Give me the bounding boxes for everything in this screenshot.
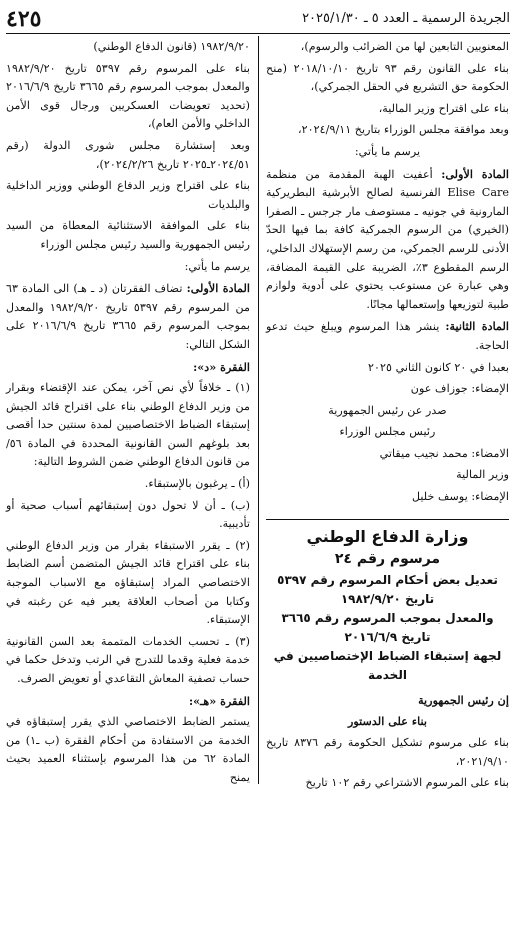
right-column: [266, 38, 509, 796]
decree-title-line: تاريخ ١٩٨٢/٩/٢٠: [340, 591, 435, 606]
clause: (٢) ـ يقرر الاستبقاء بقرار من وزير الدفاع الوطني بناء على اقتراح قائد الجيش المتضمن أسم الضابط الاختصاصي المراد إستبقاؤه مع الاسباب الموجبة وكتابا من أصحاب العلاقة يعبر فيه عن رغبته في الإستبقاء.: [6, 538, 250, 627]
signature-role: رئيس مجلس الوزراء: [339, 425, 436, 439]
article-text: أعفيت الهبة المقدمة من منظمة Elise Care الفرنسية لصالح الأبرشية البطريركية المارونية في جونيه ـ مستوصف مار جرجس ـ الصفرا (الخيري) من الرسوم الجمركية كافة بما فيها الحدّ الأدنى للرسم الجمركي، من رسم الإستهلاك الداخلي، الرسم المقطوع ٣٪، الضريبة على القيمة المضافة، وهي عبارة عن مستوعب يحتوي على أدوية ولوازم طبية لتوزيعها وإستعمالها مجانًا.: [266, 167, 509, 311]
signature-role: وزير المالية: [456, 468, 509, 482]
clause: يستمر الضابط الاختصاصي الذي يقرر إستبقاؤه في الخدمة من الاستفادة من أحكام الفقرة (ب ـ١) من المادة ٦٢ من هذا المرسوم بإستثناء العميد بحيث يمنح: [6, 715, 251, 784]
decree-title-line: والمعدل بموجب المرسوم رقم ٣٦٦٥: [281, 610, 494, 625]
clause: (١) ـ خلافاً لأي نص آخر، يمكن عند الإقتضاء وبقرار من وزير الدفاع الوطني بناء على اقتراح قائد الجيش إستبقاء الضباط الاختصاصيين لمدة سنتين حدا أقصى بعد بلوغهم السن القانونية المحددة في المادة ٥٦/ من قانون الدفاع الوطني ضمن الشروط التالية:: [6, 381, 250, 469]
paragraph: بناء على اقتراح وزير الدفاع الوطني ووزير الداخلية والبلديات: [6, 179, 250, 211]
article-text: ينشر هذا المرسوم ويبلغ حيث تدعو الحاجة.: [266, 320, 509, 352]
sub-clause: (ب) ـ أن لا تحول دون إستبقائهم أسباب صحية أو تأديبية.: [6, 498, 250, 531]
article-text: تضاف الفقرتان (د ـ هـ) الى المادة ٦٣ من المرسوم رقم ٥٣٩٧ تاريخ ١٩٨٢/٩/٢٠ والمعدل بموجب المرسوم رقم ٣٦٦٥ تاريخ ٢٠١٦/٦/٩ على الشكل التالي:: [6, 282, 250, 351]
signature: الإمضاء: جوزاف عون: [410, 382, 509, 396]
paragraph: بناء على الموافقة الاستثنائية المعطاة من السيد رئيس الجمهورية والسيد رئيس مجلس الوزراء: [6, 219, 250, 251]
clause: (٣) ـ تحسب الخدمات المتممة بعد السن القانونية خدمة فعلية وقدما للتدرج في الرتب وتدخل حكما في حساب تصفية المعاش التقاعدي أو تعويض الصرف.: [6, 634, 250, 685]
decree-number: مرسوم رقم ٢٤: [334, 551, 441, 568]
decree-formula: يرسم ما يأتي:: [184, 259, 250, 273]
paragraph: بناء على مرسوم تشكيل الحكومة رقم ٨٣٧٦ تاريخ ٢٠٢١/٩/١٠،: [266, 736, 509, 768]
paragraph: بناء على اقتراح وزير المالية،: [378, 101, 509, 115]
article-1: [266, 165, 509, 315]
decree-formula: يرسم ما يأتي:: [354, 144, 421, 158]
decree-title-line: لجهة إستبقاء الضباط الإختصاصيين في الخدمة: [273, 648, 502, 682]
article-2: [266, 317, 509, 355]
article-1: [6, 279, 250, 354]
paragraph: بناء على المرسوم الاشتراعي رقم ١٠٢ تاريخ: [305, 776, 509, 790]
paragraph: بناء على القانون رقم ٩٣ تاريخ ٢٠١٨/١٠/١٠ (منح الحكومة حق التشريع في الحقل الجمركي)،: [266, 61, 509, 94]
article-label: المادة الثانية:: [445, 319, 509, 334]
signature-title: صدر عن رئيس الجمهورية: [328, 403, 447, 417]
gazette-title: الجريدة الرسمية ـ العدد ٥ ـ ٢٠٢٥/١/٣٠: [302, 11, 510, 26]
decree-title-line: تاريخ ٢٠١٦/٦/٩: [344, 629, 431, 644]
sub-clause: (أ) ـ يرغبون بالإستبقاء.: [144, 477, 250, 491]
signature: الإمضاء: يوسف خليل: [411, 490, 509, 504]
paragraph: ١٩٨٢/٩/٢٠ (قانون الدفاع الوطني): [93, 40, 250, 53]
paragraph-heading: الفقرة «د»:: [193, 359, 250, 374]
paragraph: المعنويين التابعين لها من الضرائب والرسوم)،: [300, 40, 509, 53]
article-label: المادة الأولى:: [441, 166, 509, 181]
ministry-heading: وزارة الدفاع الوطني: [266, 519, 509, 547]
paragraph-heading: الفقرة «هـ»:: [188, 693, 250, 708]
paragraph: وبعد موافقة مجلس الوزراء بتاريخ ٢٠٢٤/٩/١١،: [298, 123, 509, 137]
constitution-heading: بناء على الدستور: [348, 714, 427, 729]
decree-date: بعبدا في ٢٠ كانون الثاني ٢٠٢٥: [368, 360, 509, 374]
column-divider: [258, 36, 259, 784]
decree-title-line: تعديل بعض أحكام المرسوم رقم ٥٣٩٧: [277, 572, 498, 587]
page-number: ٤٢٥: [6, 6, 42, 32]
president-heading: إن رئيس الجمهورية: [418, 692, 509, 707]
page-header: [6, 6, 510, 32]
paragraph: وبعد إستشارة مجلس شورى الدولة (رقم ٢٠٢٤/٥١ـ٢٠٢٥ تاريخ ٢٠٢٤/٢/٢٦)،: [6, 138, 250, 171]
signature: الامضاء: محمد نجيب ميقاتي: [379, 446, 509, 460]
left-column: [6, 38, 250, 791]
article-label: المادة الأولى:: [186, 281, 250, 296]
header-rule: [6, 33, 510, 34]
paragraph: بناء على المرسوم رقم ٥٣٩٧ تاريخ ١٩٨٢/٩/٢٠ والمعدل بموجب المرسوم رقم ٣٦٦٥ تاريخ ٢٠١٦/٦/٩ (تحديد تعويضات العسكريين ورجال قوى الأمن الداخلي والأمن العام)،: [6, 61, 250, 131]
